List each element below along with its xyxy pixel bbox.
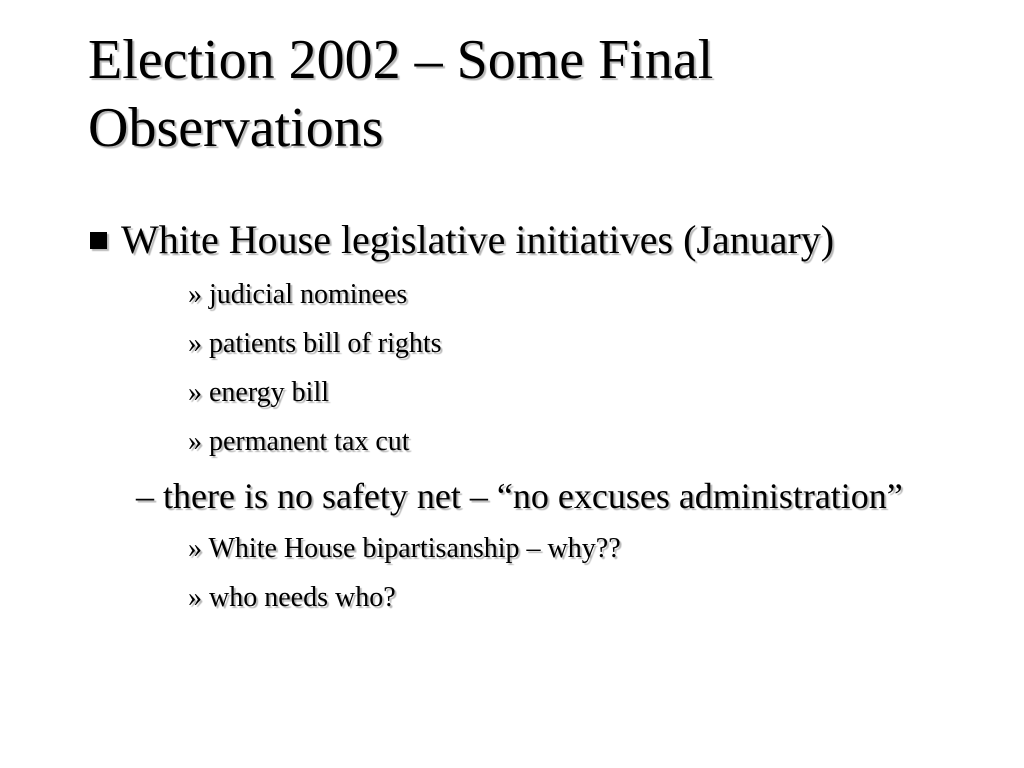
slide-title: Election 2002 – Some Final Observations <box>88 29 714 159</box>
sub-item-bipartisanship: » White House bipartisanship – why?? <box>188 533 621 564</box>
square-bullet-icon <box>90 232 107 249</box>
sub-item-permanent-tax-cut: » permanent tax cut <box>188 426 410 457</box>
bullet-text: White House legislative initiatives (January) <box>121 217 835 262</box>
dash-item: – there is no safety net – “no excuses administration” <box>136 476 903 516</box>
sub-item-patients-bill: » patients bill of rights <box>188 328 442 359</box>
sub-item-who-needs-who: » who needs who? <box>188 582 396 613</box>
sub-item-energy-bill: » energy bill <box>188 377 330 408</box>
sub-item-judicial-nominees: » judicial nominees <box>188 279 408 310</box>
bullet-item <box>90 215 834 265</box>
